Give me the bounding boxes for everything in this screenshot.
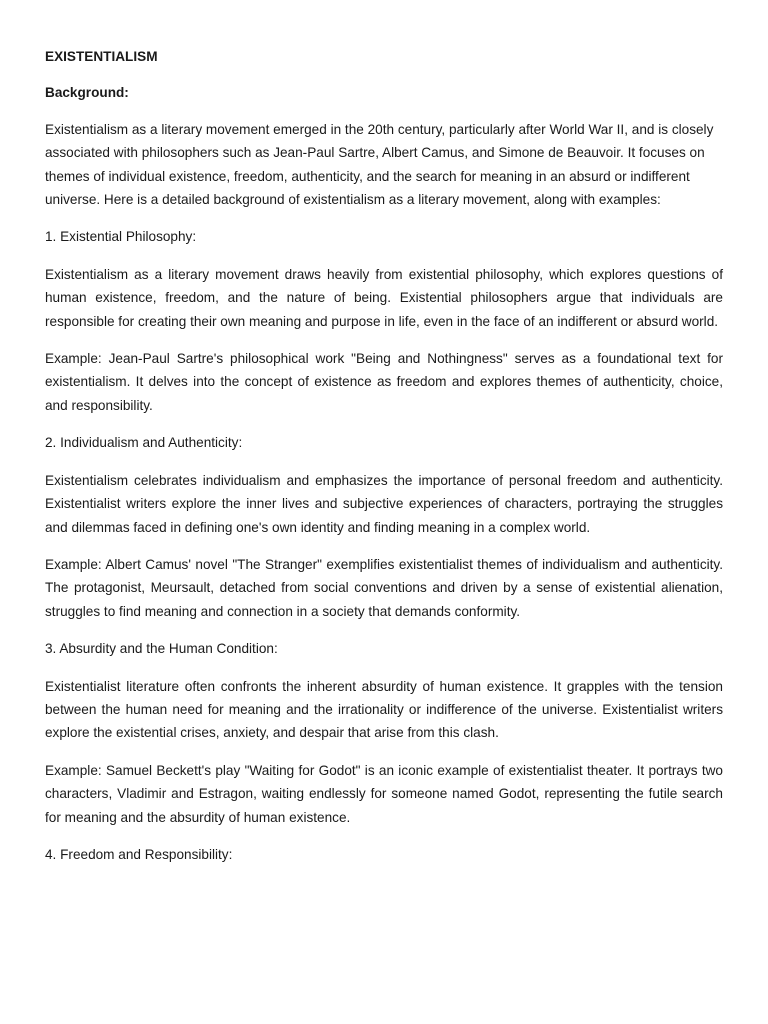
section-heading-freedom: 4. Freedom and Responsibility: bbox=[45, 846, 233, 862]
section-heading-individualism: 2. Individualism and Authenticity: bbox=[45, 435, 243, 451]
section-body-existential-philosophy: Existentialism as a literary movement draws heavily from existential philosophy, which explores questions of human existence, freedom, and the nature of being. Existential philosophers argue that individuals are responsible for creating their own meaning and purpose in life, even in the face of an indifferent or absurd world. bbox=[45, 266, 723, 329]
section-body-individualism: Existentialism celebrates individualism and emphasizes the importance of personal freedom and authenticity. Existentialist writers explore the inner lives and subjective experiences of characters, portraying the struggles and dilemmas faced in defining one's own identity and finding meaning in a complex world. bbox=[45, 472, 723, 535]
document-title: EXISTENTIALISM bbox=[45, 49, 158, 64]
section-example-individualism: Example: Albert Camus' novel "The Stranger" exemplifies existentialist themes of individualism and authenticity. The protagonist, Meursault, detached from social conventions and driven by a sense of existential alienation, struggles to find meaning and connection in a society that demands conformity. bbox=[45, 556, 723, 619]
section-heading-existential-philosophy: 1. Existential Philosophy: bbox=[45, 229, 197, 245]
background-heading: Background: bbox=[45, 85, 129, 101]
section-example-absurdity: Example: Samuel Beckett's play "Waiting for Godot" is an iconic example of existentialist theater. It portrays two characters, Vladimir and Estragon, waiting endlessly for someone named Godot, representing the futile search for meaning and the absurdity of human existence. bbox=[45, 762, 723, 825]
section-example-existential-philosophy: Example: Jean-Paul Sartre's philosophical work "Being and Nothingness" serves as a foundational text for existentialism. It delves into the concept of existence as freedom and explores themes of authenticity, choice, and responsibility. bbox=[45, 351, 723, 413]
section-body-absurdity: Existentialist literature often confronts the inherent absurdity of human existence. It grapples with the tension between the human need for meaning and the irrationality or indifference of the universe. Existentialist writers explore the existential crises, anxiety, and despair that arise from this clash. bbox=[45, 678, 723, 741]
intro-paragraph: Existentialism as a literary movement emerged in the 20th century, particularly after World War II, and is closely associated with philosophers such as Jean-Paul Sartre, Albert Camus, and Simone de Beauvoir. It focuses on themes of individual existence, freedom, authenticity, and the search for meaning in an absurd or indifferent universe. Here is a detailed background of existentialism as a literary movement, along with examples: bbox=[45, 121, 714, 208]
section-heading-absurdity: 3. Absurdity and the Human Condition: bbox=[45, 641, 278, 657]
document-page bbox=[45, 45, 723, 880]
